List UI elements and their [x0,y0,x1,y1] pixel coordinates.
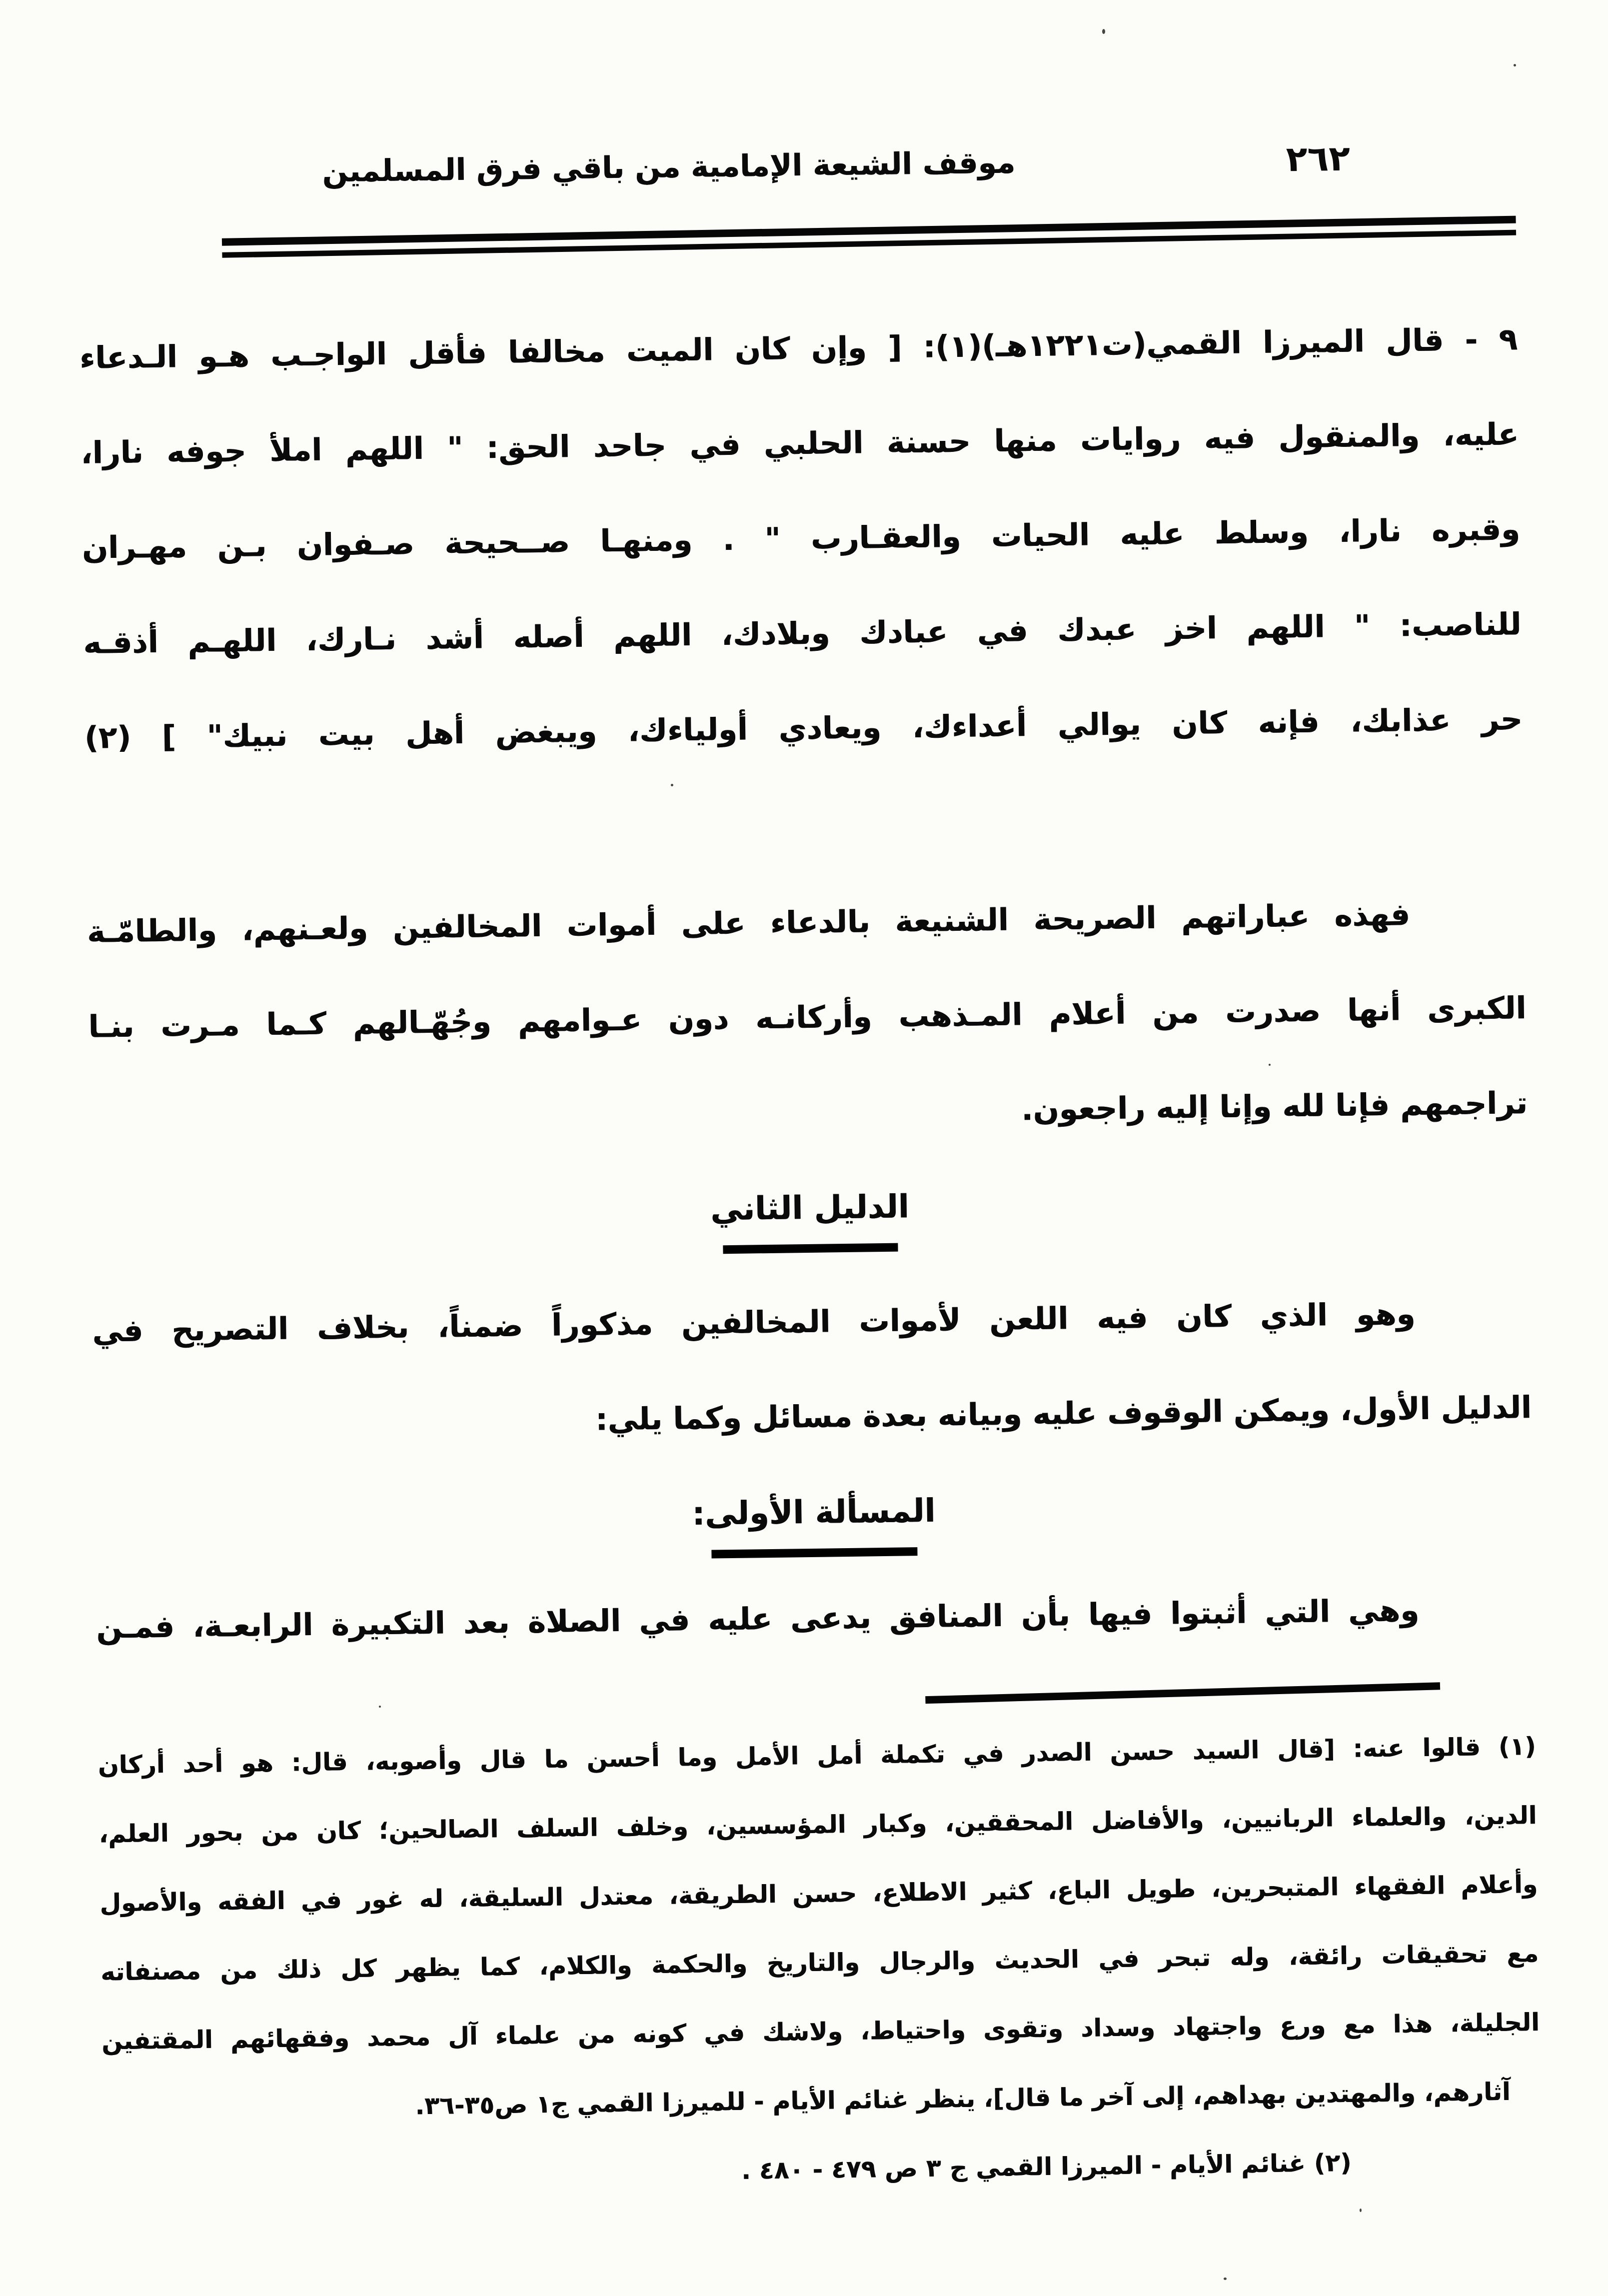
scan-speckle [1224,2278,1227,2280]
body-line: فهذه عباراتهم الصريحة الشنيعة بالدعاء على أموات المخالفين ولعـنهم، والطامّـة [86,897,1411,950]
body-line: ٩ - قال الميرزا القمي(ت١٢٢١هـ)(١): [ وإن كان الميت مخالفا فأقل الواجـب هـو الـدعاء [79,321,1518,376]
book-header-title: موقف الشيعة الإمامية من باقي فرق المسلمين [322,145,1016,189]
page-header [77,129,1516,223]
paragraph-masala-ula [95,1562,1535,1676]
quote-paragraph [79,292,1523,786]
footnote-separator [925,1682,1440,1704]
header-double-rule [222,216,1517,258]
footnotes [97,1712,1542,2214]
footnote-line: (٢) غنائم الأيام - الميرزا القمي ج ٣ ص ٤٧٩ - ٤٨٠ . [741,2148,1352,2185]
footnote-line: الدين، والعلماء الربانيين، والأفاضل المحققين، وكبار المؤسسين، وخلف السلف الصالحين؛ كان من بحور العلم، [98,1801,1537,1849]
body-line: حر عذابك، فإنه كان يوالي أعداءك، ويعادي أولياءك، ويبغض أهل بيت نبيك" ] (٢) [84,701,1523,756]
footnote-line: الجليلة، هذا مع ورع واجتهاد وسداد وتقوى واحتياط، ولاشك في كونه من علماء آل محمد وفقهائهم المقتفين [101,2008,1540,2056]
section-heading-dalil-thani [90,1171,1530,1262]
body-line: عليه، والمنقول فيه روايات منها حسنة الحلبي في جاحد الحق: " اللهم املأ جوفه نارا، [80,416,1519,471]
body-line: وهي التي أثبتوا فيها بأن المنافق يدعى عليه في الصلاة بعد التكبيرة الرابعـة، فمـن [95,1593,1420,1646]
body-text [79,292,1535,1675]
section-heading-text: الدليل الثاني [710,1188,910,1228]
body-line: وقبره نارا، وسلط عليه الحيات والعقـارب " . ومنهـا صــحيحة صـفوان بـن مهـران [81,511,1521,566]
body-line: الكبرى أنها صدرت من أعلام المـذهب وأركانـه دون عـوامهم وجُهّـالهم كـما مـرت بنـا [88,990,1527,1045]
heading-underline [711,1547,917,1558]
commentary-paragraph [86,866,1528,1170]
footnote-line: مع تحقيقات رائقة، وله تبحر في الحديث والرجال والتاريخ والحكمة والكلام، كما يظهر كل ذلك من مصنفاته [100,1939,1539,1987]
scan-speckle [1514,64,1516,66]
section-heading-masala-ula [94,1475,1534,1567]
body-line: الدليل الأول، ويمكن الوقوف عليه وبيانه بعدة مسائل وكما يلي: [595,1390,1532,1438]
body-line: وهو الذي كان فيه اللعن لأموات المخالفين مذكوراً ضمناً، بخلاف التصريح في [92,1296,1416,1349]
scan-speckle [1360,2209,1362,2212]
body-line: تراجمهم فإنا لله وإنا إليه راجعون. [1021,1085,1528,1128]
scan-content [75,0,1542,2214]
body-line: للناصب: " اللهم اخز عبدك في عبادك وبلادك، اللهم أصله أشد نـارك، اللهـم أذقـه [83,606,1522,661]
footnote-line: آثارهم، والمهتدين بهداهم، إلى آخر ما قال]، ينظر غنائم الأيام - للميرزا القمي ج١ ص٣٥-٣٦. [415,2077,1511,2121]
footnote-line: وأعلام الفقهاء المتبحرين، طويل الباع، كثير الاطلاع، حسن الطريقة، معتدل السليقة، له غور في الفقه والأصول [99,1870,1538,1918]
scan-speckle [671,784,673,786]
scan-speckle [1269,1064,1271,1066]
footnote-line: (١) قالوا عنه: [قال السيد حسن الصدر في تكملة أمل الأمل وما أحسن ما قال وأصوبه، قال: هو أحد أركان [97,1732,1537,1780]
page-number: ٢٦٢ [1286,137,1351,180]
scan-speckle [379,1706,381,1708]
scan-speckle [1102,29,1105,34]
paragraph-dalil-thani [91,1265,1532,1474]
heading-underline [723,1243,898,1254]
section-heading-text: المسألة الأولى: [691,1492,936,1533]
